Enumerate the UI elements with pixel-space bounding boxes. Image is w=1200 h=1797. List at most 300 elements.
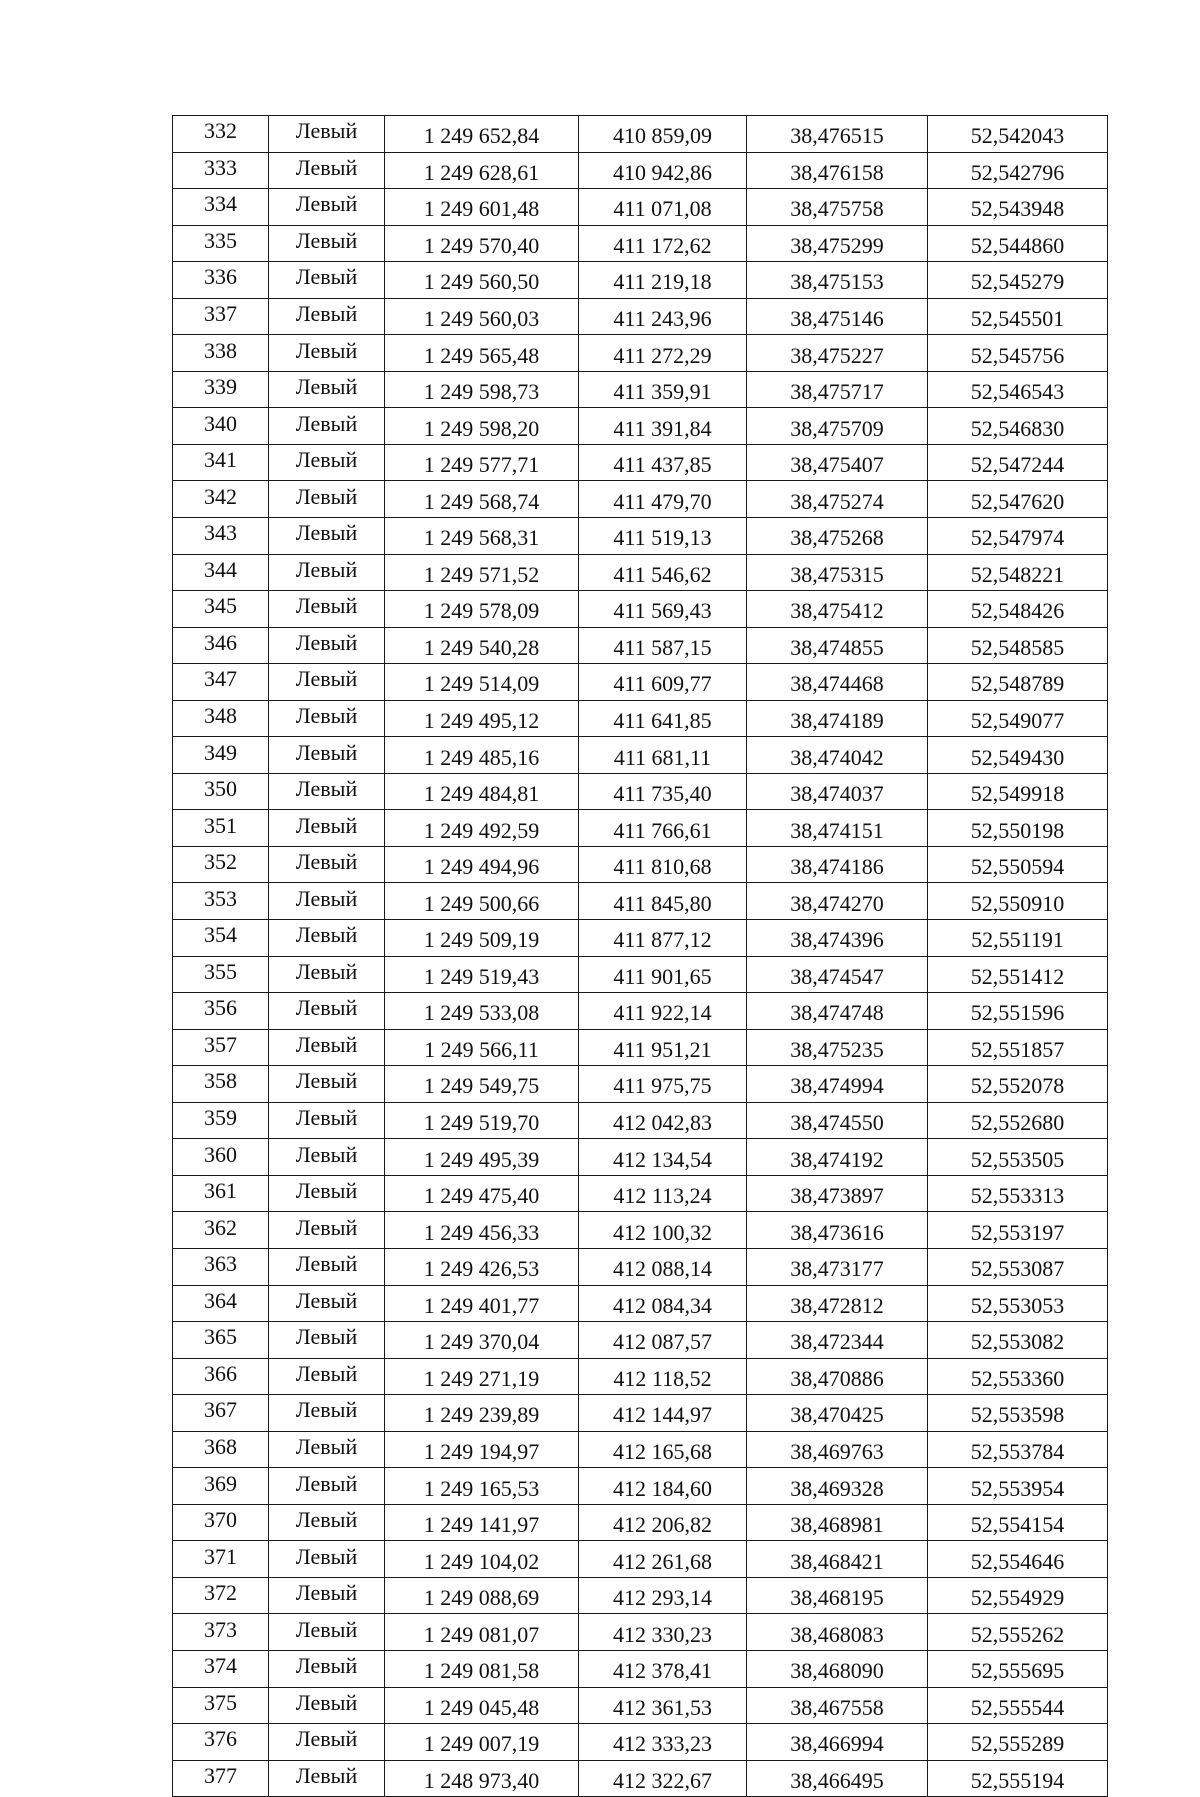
table-row — [173, 225, 1108, 262]
point-number-cell: 343 — [173, 518, 269, 555]
table-row — [173, 1504, 1108, 1541]
x-coordinate-cell: 1 249 519,70 — [385, 1102, 579, 1139]
point-number-cell: 355 — [173, 956, 269, 993]
y-coordinate-cell: 411 975,75 — [579, 1066, 747, 1103]
latitude-cell: 52,548585 — [928, 627, 1108, 664]
y-coordinate-cell: 412 361,53 — [579, 1687, 747, 1724]
longitude-cell: 38,474547 — [747, 956, 928, 993]
latitude-cell: 52,547974 — [928, 518, 1108, 555]
longitude-cell: 38,474151 — [747, 810, 928, 847]
longitude-cell: 38,468090 — [747, 1650, 928, 1687]
latitude-cell: 52,545756 — [928, 335, 1108, 372]
point-number-cell: 374 — [173, 1650, 269, 1687]
x-coordinate-cell: 1 249 566,11 — [385, 1029, 579, 1066]
y-coordinate-cell: 411 922,14 — [579, 993, 747, 1030]
y-coordinate-cell: 411 359,91 — [579, 371, 747, 408]
longitude-cell: 38,475758 — [747, 189, 928, 226]
side-cell: Левый — [269, 518, 385, 555]
table-row — [173, 810, 1108, 847]
longitude-cell: 38,475315 — [747, 554, 928, 591]
side-cell: Левый — [269, 481, 385, 518]
table-row — [173, 1614, 1108, 1651]
x-coordinate-cell: 1 249 401,77 — [385, 1285, 579, 1322]
latitude-cell: 52,544860 — [928, 225, 1108, 262]
latitude-cell: 52,551191 — [928, 920, 1108, 957]
y-coordinate-cell: 411 243,96 — [579, 298, 747, 335]
longitude-cell: 38,473897 — [747, 1175, 928, 1212]
y-coordinate-cell: 412 322,67 — [579, 1760, 747, 1797]
latitude-cell: 52,545279 — [928, 262, 1108, 299]
point-number-cell: 352 — [173, 846, 269, 883]
x-coordinate-cell: 1 249 045,48 — [385, 1687, 579, 1724]
latitude-cell: 52,553505 — [928, 1139, 1108, 1176]
side-cell: Левый — [269, 335, 385, 372]
x-coordinate-cell: 1 249 271,19 — [385, 1358, 579, 1395]
side-cell: Левый — [269, 737, 385, 774]
point-number-cell: 347 — [173, 664, 269, 701]
longitude-cell: 38,470425 — [747, 1395, 928, 1432]
longitude-cell: 38,474855 — [747, 627, 928, 664]
point-number-cell: 342 — [173, 481, 269, 518]
x-coordinate-cell: 1 249 007,19 — [385, 1724, 579, 1761]
y-coordinate-cell: 412 088,14 — [579, 1248, 747, 1285]
y-coordinate-cell: 411 272,29 — [579, 335, 747, 372]
table-row — [173, 554, 1108, 591]
y-coordinate-cell: 411 735,40 — [579, 773, 747, 810]
y-coordinate-cell: 412 144,97 — [579, 1395, 747, 1432]
x-coordinate-cell: 1 249 598,20 — [385, 408, 579, 445]
side-cell: Левый — [269, 1175, 385, 1212]
latitude-cell: 52,550594 — [928, 846, 1108, 883]
table-row — [173, 664, 1108, 701]
latitude-cell: 52,551412 — [928, 956, 1108, 993]
longitude-cell: 38,474186 — [747, 846, 928, 883]
x-coordinate-cell: 1 249 475,40 — [385, 1175, 579, 1212]
latitude-cell: 52,547620 — [928, 481, 1108, 518]
point-number-cell: 372 — [173, 1577, 269, 1614]
point-number-cell: 368 — [173, 1431, 269, 1468]
longitude-cell: 38,473177 — [747, 1248, 928, 1285]
point-number-cell: 339 — [173, 371, 269, 408]
x-coordinate-cell: 1 249 571,52 — [385, 554, 579, 591]
table-row — [173, 1650, 1108, 1687]
longitude-cell: 38,468421 — [747, 1541, 928, 1578]
latitude-cell: 52,553598 — [928, 1395, 1108, 1432]
latitude-cell: 52,549077 — [928, 700, 1108, 737]
point-number-cell: 366 — [173, 1358, 269, 1395]
point-number-cell: 376 — [173, 1724, 269, 1761]
x-coordinate-cell: 1 249 540,28 — [385, 627, 579, 664]
table-row — [173, 1102, 1108, 1139]
latitude-cell: 52,545501 — [928, 298, 1108, 335]
x-coordinate-cell: 1 249 598,73 — [385, 371, 579, 408]
y-coordinate-cell: 410 942,86 — [579, 152, 747, 189]
latitude-cell: 52,553053 — [928, 1285, 1108, 1322]
point-number-cell: 362 — [173, 1212, 269, 1249]
side-cell: Левый — [269, 1285, 385, 1322]
side-cell: Левый — [269, 1760, 385, 1797]
y-coordinate-cell: 411 587,15 — [579, 627, 747, 664]
table-row — [173, 1285, 1108, 1322]
side-cell: Левый — [269, 1504, 385, 1541]
table-row — [173, 1541, 1108, 1578]
longitude-cell: 38,475274 — [747, 481, 928, 518]
x-coordinate-cell: 1 249 495,12 — [385, 700, 579, 737]
side-cell: Левый — [269, 591, 385, 628]
y-coordinate-cell: 412 330,23 — [579, 1614, 747, 1651]
latitude-cell: 52,553087 — [928, 1248, 1108, 1285]
longitude-cell: 38,475717 — [747, 371, 928, 408]
y-coordinate-cell: 411 901,65 — [579, 956, 747, 993]
x-coordinate-cell: 1 249 484,81 — [385, 773, 579, 810]
y-coordinate-cell: 412 333,23 — [579, 1724, 747, 1761]
point-number-cell: 349 — [173, 737, 269, 774]
latitude-cell: 52,542043 — [928, 116, 1108, 153]
x-coordinate-cell: 1 249 560,03 — [385, 298, 579, 335]
y-coordinate-cell: 411 641,85 — [579, 700, 747, 737]
side-cell: Левый — [269, 189, 385, 226]
table-row — [173, 773, 1108, 810]
point-number-cell: 373 — [173, 1614, 269, 1651]
latitude-cell: 52,554646 — [928, 1541, 1108, 1578]
side-cell: Левый — [269, 700, 385, 737]
table-row — [173, 1139, 1108, 1176]
side-cell: Левый — [269, 810, 385, 847]
longitude-cell: 38,475153 — [747, 262, 928, 299]
table-row — [173, 152, 1108, 189]
point-number-cell: 348 — [173, 700, 269, 737]
longitude-cell: 38,474468 — [747, 664, 928, 701]
x-coordinate-cell: 1 249 577,71 — [385, 444, 579, 481]
x-coordinate-cell: 1 249 370,04 — [385, 1322, 579, 1359]
latitude-cell: 52,542796 — [928, 152, 1108, 189]
longitude-cell: 38,476158 — [747, 152, 928, 189]
y-coordinate-cell: 411 609,77 — [579, 664, 747, 701]
longitude-cell: 38,475146 — [747, 298, 928, 335]
longitude-cell: 38,467558 — [747, 1687, 928, 1724]
longitude-cell: 38,474550 — [747, 1102, 928, 1139]
side-cell: Левый — [269, 627, 385, 664]
y-coordinate-cell: 411 219,18 — [579, 262, 747, 299]
y-coordinate-cell: 411 951,21 — [579, 1029, 747, 1066]
coordinates-table-body — [173, 116, 1108, 1797]
point-number-cell: 344 — [173, 554, 269, 591]
side-cell: Левый — [269, 1614, 385, 1651]
longitude-cell: 38,469328 — [747, 1468, 928, 1505]
longitude-cell: 38,475412 — [747, 591, 928, 628]
side-cell: Левый — [269, 664, 385, 701]
point-number-cell: 350 — [173, 773, 269, 810]
latitude-cell: 52,548426 — [928, 591, 1108, 628]
side-cell: Левый — [269, 1650, 385, 1687]
point-number-cell: 353 — [173, 883, 269, 920]
longitude-cell: 38,474192 — [747, 1139, 928, 1176]
side-cell: Левый — [269, 920, 385, 957]
latitude-cell: 52,548221 — [928, 554, 1108, 591]
y-coordinate-cell: 411 391,84 — [579, 408, 747, 445]
latitude-cell: 52,555194 — [928, 1760, 1108, 1797]
y-coordinate-cell: 411 071,08 — [579, 189, 747, 226]
y-coordinate-cell: 411 766,61 — [579, 810, 747, 847]
table-row — [173, 116, 1108, 153]
x-coordinate-cell: 1 249 141,97 — [385, 1504, 579, 1541]
x-coordinate-cell: 1 249 485,16 — [385, 737, 579, 774]
x-coordinate-cell: 1 249 652,84 — [385, 116, 579, 153]
x-coordinate-cell: 1 249 549,75 — [385, 1066, 579, 1103]
latitude-cell: 52,554929 — [928, 1577, 1108, 1614]
table-row — [173, 1724, 1108, 1761]
table-row — [173, 956, 1108, 993]
latitude-cell: 52,553197 — [928, 1212, 1108, 1249]
point-number-cell: 356 — [173, 993, 269, 1030]
longitude-cell: 38,475709 — [747, 408, 928, 445]
x-coordinate-cell: 1 249 568,74 — [385, 481, 579, 518]
side-cell: Левый — [269, 1395, 385, 1432]
table-row — [173, 444, 1108, 481]
longitude-cell: 38,475268 — [747, 518, 928, 555]
latitude-cell: 52,555695 — [928, 1650, 1108, 1687]
point-number-cell: 359 — [173, 1102, 269, 1139]
y-coordinate-cell: 412 184,60 — [579, 1468, 747, 1505]
longitude-cell: 38,472344 — [747, 1322, 928, 1359]
longitude-cell: 38,466495 — [747, 1760, 928, 1797]
side-cell: Левый — [269, 883, 385, 920]
latitude-cell: 52,553360 — [928, 1358, 1108, 1395]
table-row — [173, 737, 1108, 774]
point-number-cell: 367 — [173, 1395, 269, 1432]
table-row — [173, 1322, 1108, 1359]
longitude-cell: 38,466994 — [747, 1724, 928, 1761]
longitude-cell: 38,475299 — [747, 225, 928, 262]
point-number-cell: 369 — [173, 1468, 269, 1505]
y-coordinate-cell: 411 437,85 — [579, 444, 747, 481]
table-row — [173, 1687, 1108, 1724]
table-row — [173, 920, 1108, 957]
longitude-cell: 38,468083 — [747, 1614, 928, 1651]
table-row — [173, 481, 1108, 518]
point-number-cell: 338 — [173, 335, 269, 372]
x-coordinate-cell: 1 249 628,61 — [385, 152, 579, 189]
table-row — [173, 700, 1108, 737]
latitude-cell: 52,553784 — [928, 1431, 1108, 1468]
side-cell: Левый — [269, 846, 385, 883]
table-row — [173, 883, 1108, 920]
point-number-cell: 333 — [173, 152, 269, 189]
table-row — [173, 627, 1108, 664]
x-coordinate-cell: 1 249 514,09 — [385, 664, 579, 701]
y-coordinate-cell: 411 546,62 — [579, 554, 747, 591]
table-row — [173, 298, 1108, 335]
side-cell: Левый — [269, 408, 385, 445]
latitude-cell: 52,555544 — [928, 1687, 1108, 1724]
latitude-cell: 52,551857 — [928, 1029, 1108, 1066]
table-row — [173, 371, 1108, 408]
latitude-cell: 52,553954 — [928, 1468, 1108, 1505]
side-cell: Левый — [269, 1431, 385, 1468]
table-row — [173, 1248, 1108, 1285]
x-coordinate-cell: 1 249 165,53 — [385, 1468, 579, 1505]
y-coordinate-cell: 412 113,24 — [579, 1175, 747, 1212]
x-coordinate-cell: 1 249 500,66 — [385, 883, 579, 920]
x-coordinate-cell: 1 249 519,43 — [385, 956, 579, 993]
longitude-cell: 38,475407 — [747, 444, 928, 481]
x-coordinate-cell: 1 249 570,40 — [385, 225, 579, 262]
latitude-cell: 52,552680 — [928, 1102, 1108, 1139]
y-coordinate-cell: 411 681,11 — [579, 737, 747, 774]
x-coordinate-cell: 1 249 533,08 — [385, 993, 579, 1030]
latitude-cell: 52,549918 — [928, 773, 1108, 810]
table-row — [173, 1175, 1108, 1212]
point-number-cell: 360 — [173, 1139, 269, 1176]
side-cell: Левый — [269, 1577, 385, 1614]
side-cell: Левый — [269, 1139, 385, 1176]
y-coordinate-cell: 412 293,14 — [579, 1577, 747, 1614]
y-coordinate-cell: 412 134,54 — [579, 1139, 747, 1176]
table-row — [173, 1760, 1108, 1797]
latitude-cell: 52,550910 — [928, 883, 1108, 920]
table-row — [173, 1577, 1108, 1614]
table-row — [173, 1358, 1108, 1395]
table-row — [173, 189, 1108, 226]
table-row — [173, 408, 1108, 445]
longitude-cell: 38,474042 — [747, 737, 928, 774]
point-number-cell: 375 — [173, 1687, 269, 1724]
side-cell: Левый — [269, 444, 385, 481]
longitude-cell: 38,475235 — [747, 1029, 928, 1066]
x-coordinate-cell: 1 248 973,40 — [385, 1760, 579, 1797]
longitude-cell: 38,474994 — [747, 1066, 928, 1103]
point-number-cell: 365 — [173, 1322, 269, 1359]
side-cell: Левый — [269, 1212, 385, 1249]
longitude-cell: 38,468195 — [747, 1577, 928, 1614]
latitude-cell: 52,547244 — [928, 444, 1108, 481]
side-cell: Левый — [269, 116, 385, 153]
longitude-cell: 38,474396 — [747, 920, 928, 957]
longitude-cell: 38,474037 — [747, 773, 928, 810]
x-coordinate-cell: 1 249 565,48 — [385, 335, 579, 372]
latitude-cell: 52,548789 — [928, 664, 1108, 701]
side-cell: Левый — [269, 1248, 385, 1285]
latitude-cell: 52,543948 — [928, 189, 1108, 226]
x-coordinate-cell: 1 249 495,39 — [385, 1139, 579, 1176]
y-coordinate-cell: 410 859,09 — [579, 116, 747, 153]
point-number-cell: 357 — [173, 1029, 269, 1066]
coordinates-table — [172, 115, 1108, 1797]
latitude-cell: 52,554154 — [928, 1504, 1108, 1541]
point-number-cell: 370 — [173, 1504, 269, 1541]
y-coordinate-cell: 412 206,82 — [579, 1504, 747, 1541]
side-cell: Левый — [269, 225, 385, 262]
x-coordinate-cell: 1 249 492,59 — [385, 810, 579, 847]
point-number-cell: 363 — [173, 1248, 269, 1285]
table-row — [173, 591, 1108, 628]
y-coordinate-cell: 411 479,70 — [579, 481, 747, 518]
side-cell: Левый — [269, 152, 385, 189]
side-cell: Левый — [269, 262, 385, 299]
point-number-cell: 341 — [173, 444, 269, 481]
point-number-cell: 336 — [173, 262, 269, 299]
longitude-cell: 38,474189 — [747, 700, 928, 737]
latitude-cell: 52,553082 — [928, 1322, 1108, 1359]
point-number-cell: 358 — [173, 1066, 269, 1103]
x-coordinate-cell: 1 249 426,53 — [385, 1248, 579, 1285]
side-cell: Левый — [269, 773, 385, 810]
side-cell: Левый — [269, 298, 385, 335]
table-row — [173, 993, 1108, 1030]
side-cell: Левый — [269, 371, 385, 408]
table-row — [173, 335, 1108, 372]
y-coordinate-cell: 412 087,57 — [579, 1322, 747, 1359]
x-coordinate-cell: 1 249 578,09 — [385, 591, 579, 628]
latitude-cell: 52,549430 — [928, 737, 1108, 774]
latitude-cell: 52,551596 — [928, 993, 1108, 1030]
table-row — [173, 1468, 1108, 1505]
latitude-cell: 52,546830 — [928, 408, 1108, 445]
y-coordinate-cell: 412 118,52 — [579, 1358, 747, 1395]
x-coordinate-cell: 1 249 494,96 — [385, 846, 579, 883]
y-coordinate-cell: 412 042,83 — [579, 1102, 747, 1139]
side-cell: Левый — [269, 554, 385, 591]
x-coordinate-cell: 1 249 560,50 — [385, 262, 579, 299]
table-row — [173, 1212, 1108, 1249]
side-cell: Левый — [269, 993, 385, 1030]
point-number-cell: 377 — [173, 1760, 269, 1797]
longitude-cell: 38,474748 — [747, 993, 928, 1030]
x-coordinate-cell: 1 249 601,48 — [385, 189, 579, 226]
y-coordinate-cell: 412 165,68 — [579, 1431, 747, 1468]
x-coordinate-cell: 1 249 104,02 — [385, 1541, 579, 1578]
point-number-cell: 345 — [173, 591, 269, 628]
longitude-cell: 38,474270 — [747, 883, 928, 920]
y-coordinate-cell: 412 084,34 — [579, 1285, 747, 1322]
x-coordinate-cell: 1 249 088,69 — [385, 1577, 579, 1614]
latitude-cell: 52,552078 — [928, 1066, 1108, 1103]
longitude-cell: 38,468981 — [747, 1504, 928, 1541]
point-number-cell: 371 — [173, 1541, 269, 1578]
x-coordinate-cell: 1 249 456,33 — [385, 1212, 579, 1249]
table-row — [173, 1395, 1108, 1432]
x-coordinate-cell: 1 249 081,07 — [385, 1614, 579, 1651]
side-cell: Левый — [269, 1066, 385, 1103]
side-cell: Левый — [269, 956, 385, 993]
point-number-cell: 335 — [173, 225, 269, 262]
longitude-cell: 38,476515 — [747, 116, 928, 153]
longitude-cell: 38,472812 — [747, 1285, 928, 1322]
point-number-cell: 337 — [173, 298, 269, 335]
point-number-cell: 364 — [173, 1285, 269, 1322]
y-coordinate-cell: 411 810,68 — [579, 846, 747, 883]
x-coordinate-cell: 1 249 081,58 — [385, 1650, 579, 1687]
latitude-cell: 52,553313 — [928, 1175, 1108, 1212]
point-number-cell: 332 — [173, 116, 269, 153]
side-cell: Левый — [269, 1322, 385, 1359]
side-cell: Левый — [269, 1102, 385, 1139]
y-coordinate-cell: 411 877,12 — [579, 920, 747, 957]
x-coordinate-cell: 1 249 509,19 — [385, 920, 579, 957]
y-coordinate-cell: 411 569,43 — [579, 591, 747, 628]
table-row — [173, 1066, 1108, 1103]
table-row — [173, 1029, 1108, 1066]
y-coordinate-cell: 411 172,62 — [579, 225, 747, 262]
point-number-cell: 340 — [173, 408, 269, 445]
x-coordinate-cell: 1 249 194,97 — [385, 1431, 579, 1468]
y-coordinate-cell: 412 261,68 — [579, 1541, 747, 1578]
side-cell: Левый — [269, 1541, 385, 1578]
latitude-cell: 52,555289 — [928, 1724, 1108, 1761]
x-coordinate-cell: 1 249 239,89 — [385, 1395, 579, 1432]
side-cell: Левый — [269, 1468, 385, 1505]
y-coordinate-cell: 412 100,32 — [579, 1212, 747, 1249]
